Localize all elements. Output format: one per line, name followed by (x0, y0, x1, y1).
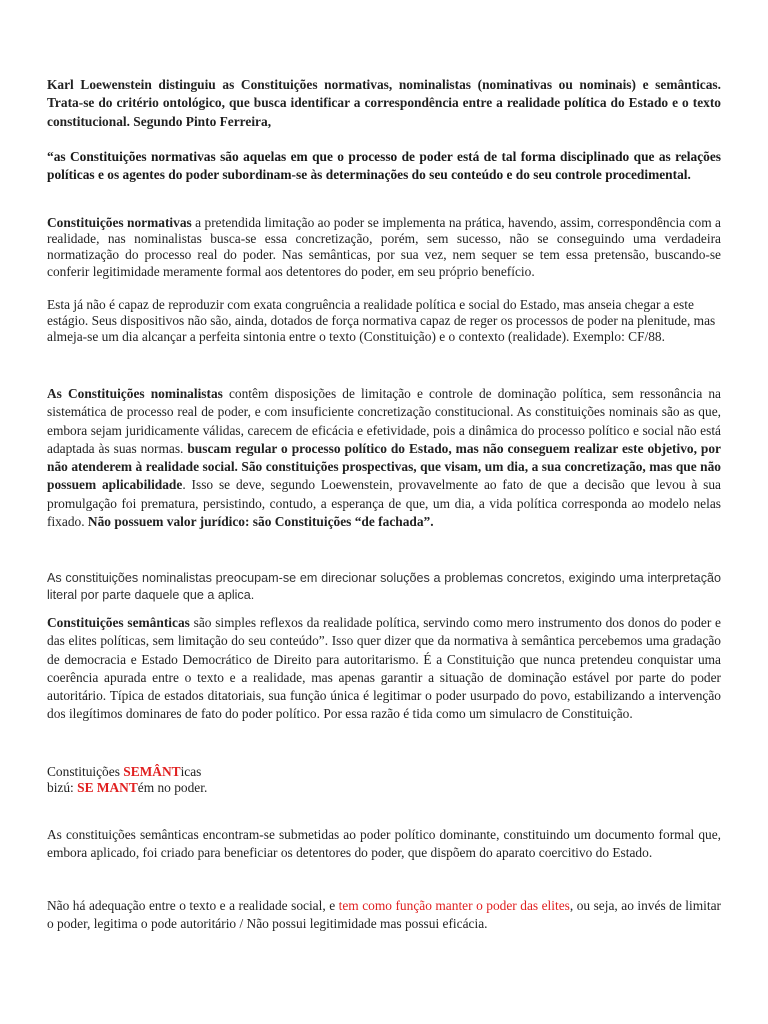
paragraph-nominalistas-note: As constituições nominalistas preocupam-se em direcionar soluções a problemas concretos, exigindo uma interpretação literal por parte daquele que a aplica. (47, 571, 721, 602)
paragraph-normativas: Constituições normativas a pretendida limitação ao poder se implementa na prática, havendo, assim, correspondência com a realidade, nas nominalistas busca-se essa concretização, porém, sem sucesso, não se conseguindo uma verdadeira normatização do processo real do poder. Nas semânticas, por sua vez, nem sequer se tem essa pretensão, buscando-se conferir legitimidade meramente formal aos detentores do poder, em seu próprio benefício. (47, 215, 721, 279)
paragraph-quote: “as Constituições normativas são aquelas em que o processo de poder está de tal forma disciplinado que as relações políticas e os agentes do poder subordinam-se às determinações do seu conteúdo e do seu controle procedimental. (47, 149, 721, 183)
paragraph-intro: Karl Loewenstein distinguiu as Constituições normativas, nominalistas (nominativas ou nominais) e semânticas. Trata-se do critério ontológico, que busca identificar a correspondência entre a realidade política do Estado e o texto constitucional. Segundo Pinto Ferreira, (47, 77, 721, 129)
mnemonic-line-1: Constituições SEMÂNTicas (47, 764, 202, 779)
paragraph-semanticas: Constituições semânticas são simples reflexos da realidade política, servindo como mero instrumento dos donos do poder e das elites políticas, sem limitação do seu conteúdo”. Isso quer dizer que da normativa à semântica percebemos uma gradação de democracia e Estado Democrático de Direito para autoritarismo. É a Constituição que nunca pretendeu conquistar uma coerência apurada entre o texto e a realidade, mas apenas garantir a situação de dominação estável por parte do poder autoritário. Típica de estados ditatoriais, sua função única é legitimar o poder usurpado do povo, estabilizando a intervenção dos ilegítimos dominares de fato do poder político. Por essa razão é tida como um simulacro de Constituição. (47, 615, 721, 722)
paragraph-conclusion: Não há adequação entre o texto e a realidade social, e tem como função manter o poder das elites, ou seja, ao invés de limitar o poder, legitima o pode autoritário / Não possui legitimidade mas possui eficácia. (47, 898, 721, 932)
paragraph-nominalistas: As Constituições nominalistas contêm disposições de limitação e controle de dominação política, sem ressonância na sistemática de processo real de poder, e com insuficiente concretização constitucional. As constituições nominais são as que, embora sejam juridicamente válidas, carecem de eficácia e efetividade, pois a dinâmica do processo político e social não está adaptada às suas normas. buscam regular o processo político do Estado, mas não conseguem realizar este objetivo, por não atenderem à realidade social. São constituições prospectivas, que visam, um dia, a sua concretização, mas que não possuem aplicabilidade. Isso se deve, segundo Loewenstein, provavelmente ao fato de que a decisão que levou à sua promulgação foi prematura, persistindo, contudo, a esperança de que, um dia, a vida política corresponda ao modelo nelas fixado. Não possuem valor jurídico: são Constituições “de fachada”. (47, 386, 721, 530)
paragraph-example: Esta já não é capaz de reproduzir com exata congruência a realidade política e social do Estado, mas anseia chegar a este estágio. Seus dispositivos não são, ainda, dotados de força normativa capaz de reger os processos de poder na plenitude, mas almeja-se um dia alcançar a perfeita sintonia entre o texto (Constituição) e o contexto (realidade). Exemplo: CF/88. (47, 297, 716, 345)
paragraph-semanticas-submetidas: As constituições semânticas encontram-se submetidas ao poder político dominante, constituindo um documento formal que, embora aplicado, foi criado para beneficiar os detentores do poder, que dispõem do aparato coercitivo do Estado. (47, 827, 721, 861)
mnemonic (47, 764, 721, 796)
mnemonic-line-2: bizú: SE MANTém no poder. (47, 780, 208, 796)
